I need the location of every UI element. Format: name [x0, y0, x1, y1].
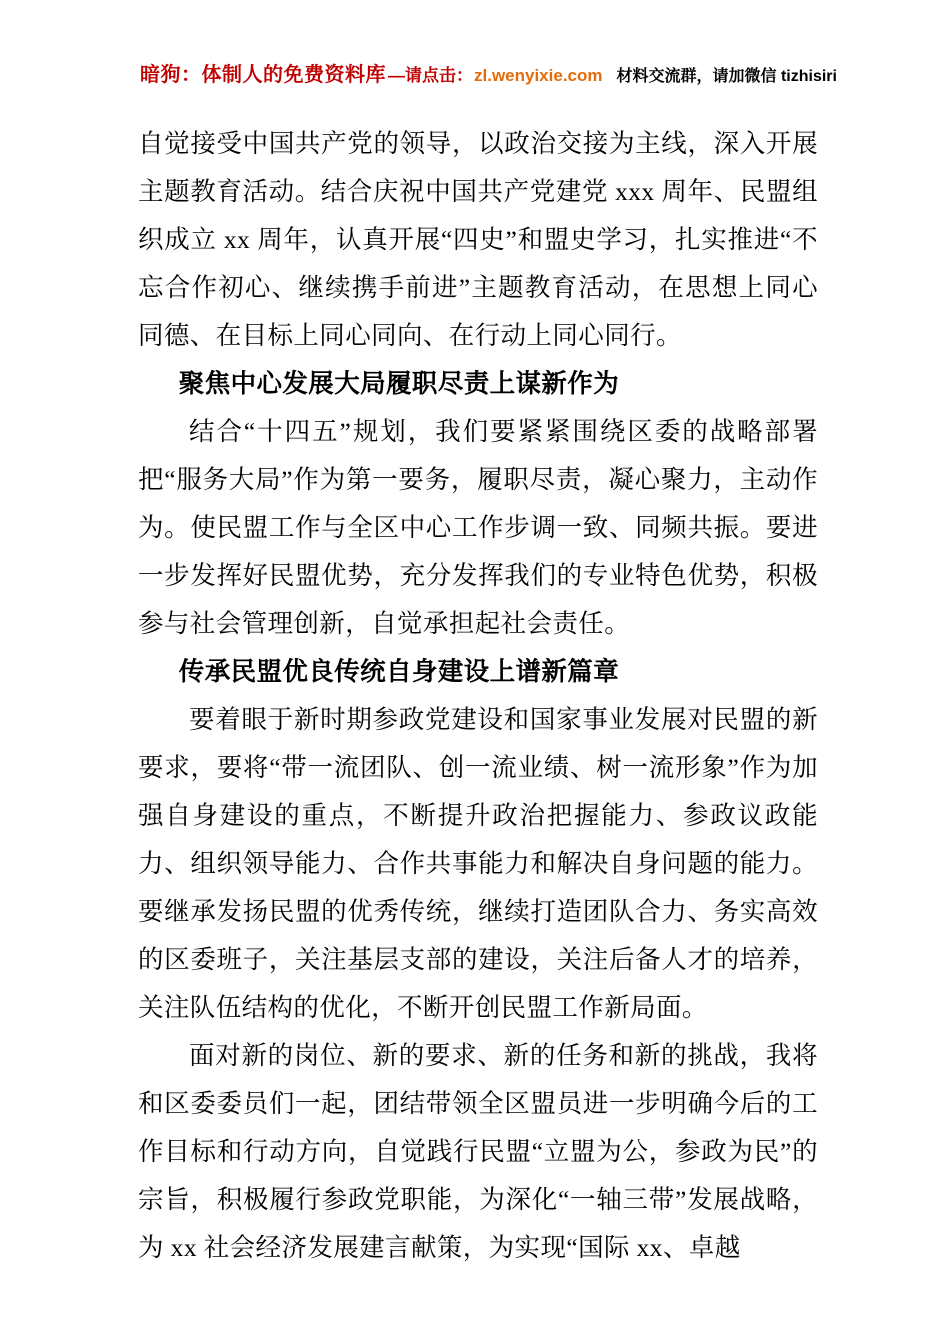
paragraph: 面对新的岗位、新的要求、新的任务和新的挑战，我将和区委委员们一起，团结带领全区盟员进一步明确今后的工作目标和行动方向，自觉践行民盟“立盟为公，参政为民”的宗旨，积极履行参政党职能，为深化“一轴三带”发展战略，为 xx 社会经济发展建言献策，为实现“国际 xx、卓越 — [138, 1041, 818, 1262]
paragraph: 结合“十四五”规划，我们要紧紧围绕区委的战略部署把“服务大局”作为第一要务，履职尽责，凝心聚力，主动作为。使民盟工作与全区中心工作步调一致、同频共振。要进一步发挥好民盟优势，充分发挥我们的专业特色优势，积极参与社会管理创新，自觉承担起社会责任。 — [138, 417, 818, 638]
watermark-label: 暗狗：体制人的免费资料库 — [140, 64, 386, 86]
paragraph: 要着眼于新时期参政党建设和国家事业发展对民盟的新要求，要将“带一流团队、创一流业绩、树一流形象”作为加强自身建设的重点，不断提升政治把握能力、参政议政能力、组织领导能力、合作共事能力和解决自身问题的能力。要继承发扬民盟的优秀传统，继续打造团队合力、务实高效的区委班子，关注基层支部的建设，关注后备人才的培养，关注队伍结构的优化，不断开创民盟工作新局面。 — [138, 705, 818, 1022]
watermark-click-text: —请点击： — [388, 66, 473, 85]
paragraph: 自觉接受中国共产党的领导，以政治交接为主线，深入开展主题教育活动。结合庆祝中国共产党建党 xxx 周年、民盟组织成立 xx 周年，认真开展“四史”和盟史学习，扎实推进“不忘合作初心、继续携手前进”主题教育活动，在思想上同心同德、在目标上同心同向、在行动上同心同行。 — [138, 129, 818, 350]
watermark-banner — [140, 58, 837, 87]
watermark-link[interactable]: zl.wenyixie.com — [474, 66, 603, 85]
section-heading: 传承民盟优良传统自身建设上谱新篇章 — [178, 658, 620, 686]
watermark-contact-text: 材料交流群，请加微信 tizhisiri — [616, 68, 837, 85]
section-heading: 聚焦中心发展大局履职尽责上谋新作为 — [178, 370, 620, 398]
document-body — [138, 120, 818, 1272]
